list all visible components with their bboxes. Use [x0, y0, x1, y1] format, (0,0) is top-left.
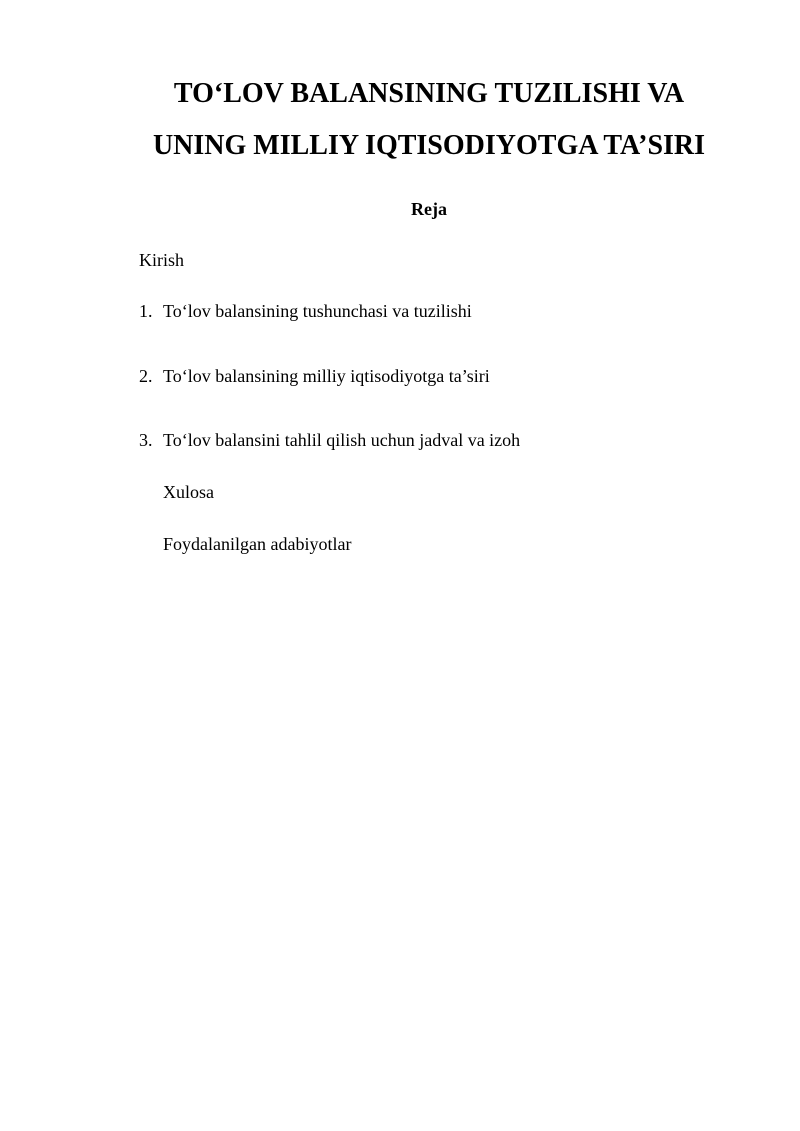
plan-item-text: To‘lov balansining milliy iqtisodiyotga ta’siri: [163, 366, 490, 386]
plan-item-text: To‘lov balansining tushunchasi va tuzilishi: [163, 301, 472, 321]
plan-item-number: 3.: [139, 430, 153, 450]
plan-references: Foydalanilgan adabiyotlar: [163, 534, 352, 554]
plan-item-number: 1.: [139, 301, 153, 321]
plan-heading: Reja: [411, 199, 447, 219]
document-title-line-2: UNING MILLIY IQTISODIYOTGA TA’SIRI: [152, 130, 706, 161]
plan-item-text: To‘lov balansini tahlil qilish uchun jadval va izoh: [163, 430, 521, 450]
document-title-line-1: TO‘LOV BALANSINING TUZILISHI VA: [173, 78, 685, 109]
plan-conclusion: Xulosa: [163, 482, 214, 502]
plan-item-number: 2.: [139, 366, 153, 386]
plan-intro: Kirish: [139, 250, 184, 270]
